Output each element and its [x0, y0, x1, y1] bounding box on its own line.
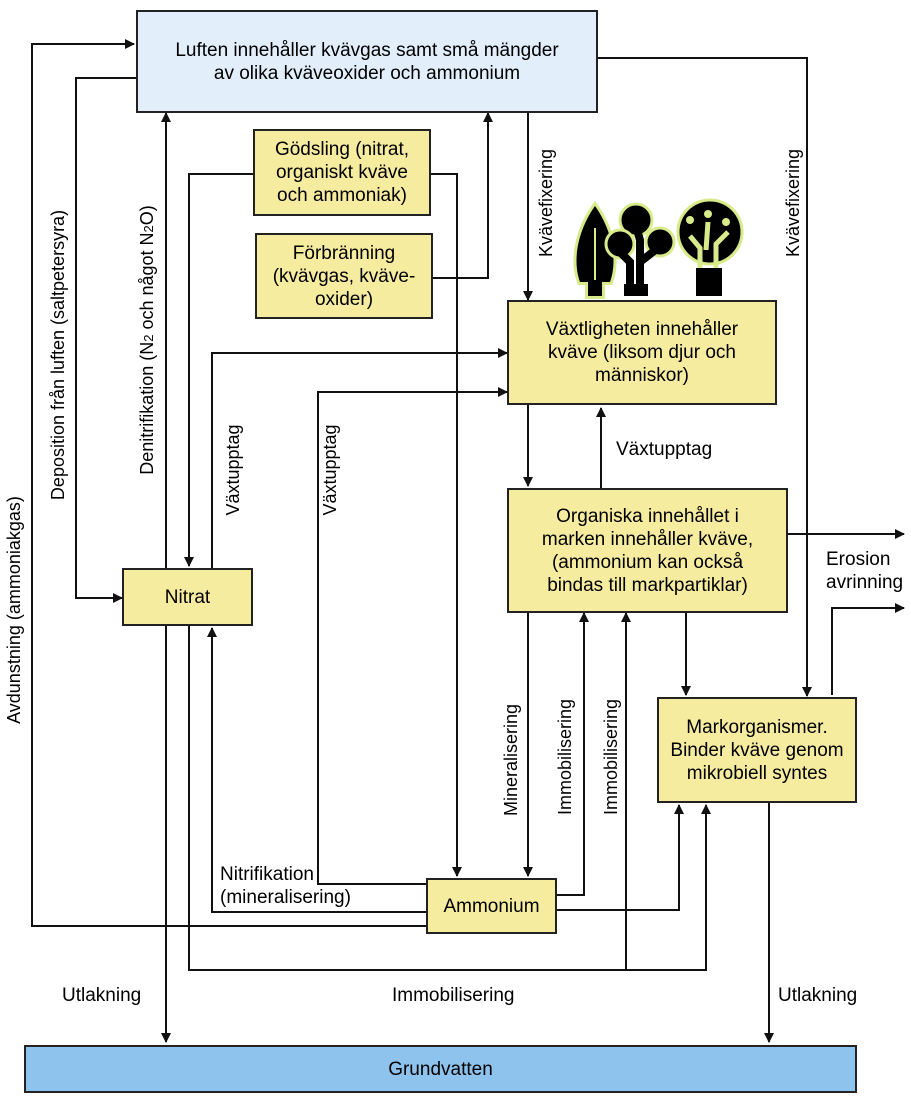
nitrate-uptake-arrow [212, 353, 507, 568]
nitrification-label: Nitrifikation (mineralisering) [220, 864, 351, 908]
combustion-to-air-arrow [433, 113, 488, 278]
vegetation-box-text: Växtligheten innehåller kväve (liksom djur och människor) [545, 319, 739, 386]
erosion-label: Erosion avrinning [826, 549, 904, 593]
groundwater-box [24, 1045, 857, 1093]
denitrification-text-3: O) [137, 205, 157, 226]
groundwater-box-text: Grundvatten [388, 1058, 493, 1080]
denitrification-label [137, 205, 159, 475]
nitrate-box [122, 568, 253, 626]
plant-uptake-label-2: Växtupptag [320, 424, 340, 516]
fertilizer-to-ammonium-arrow [431, 174, 457, 876]
fertilizer-to-nitrate-arrow [189, 174, 253, 566]
microorganisms-box [657, 697, 857, 803]
denitrification-text-1: Denitrifikation (N [137, 341, 157, 475]
immobilization-bottom-label: Immobilisering [392, 985, 515, 1006]
soil-organic-box-text: Organiska innehållet i marken innehåller kväve, (ammonium kan också bindas till markpartiklar) [541, 505, 754, 596]
tree-icon [678, 200, 742, 296]
immobilization-label-1: Immobilisering [555, 698, 575, 816]
air-box-text: Luften innehåller kvävgas samt små mängder av olika kväveoxider och ammonium [175, 39, 559, 84]
ammonium-box-text: Ammonium [443, 895, 540, 917]
deposition-arrow [76, 78, 136, 598]
denitrification-sub-1: 2 [141, 334, 156, 342]
trees-illustration [576, 200, 742, 296]
denitrification-text-2: och något N [137, 232, 157, 335]
fertilizer-box [253, 129, 431, 216]
fixation-label-1: Kvävefixering [536, 148, 556, 258]
denitrification-sub-2: 2 [141, 225, 156, 233]
leaching-right-label: Utlakning [778, 985, 858, 1006]
microorganisms-box-text: Markorganismer. Binder kväve genom mikrobiell syntes [670, 716, 844, 784]
fertilizer-box-text: Gödsling (nitrat, organiskt kväve och ammoniak) [274, 139, 410, 206]
tree-icon [606, 204, 674, 296]
fixation-label-2: Kvävefixering [783, 148, 803, 258]
ammonium-box [426, 878, 557, 934]
vegetation-box [507, 300, 777, 405]
plant-uptake-label-1: Växtupptag [223, 424, 243, 516]
leaching-left-label: Utlakning [62, 985, 142, 1006]
plant-uptake-label-3: Växtupptag [616, 439, 713, 460]
volatilization-label: Avdunstning (ammoniakgas) [4, 496, 24, 724]
combustion-box-text: Förbränning (kvävgas, kväve- oxider) [272, 242, 416, 310]
erosion-arrow-2 [832, 608, 904, 695]
combustion-box [255, 233, 433, 319]
air-box [136, 10, 598, 113]
nitrate-box-text: Nitrat [164, 586, 211, 608]
deposition-label: Deposition från luften (saltpetersyra) [48, 209, 68, 501]
ammonium-uptake-arrow [318, 392, 507, 884]
immobilization-label-2: Immobilisering [601, 698, 621, 816]
soil-organic-box [507, 488, 788, 613]
nitrate-to-microbes-arrow [626, 805, 706, 970]
mineralization-label: Mineralisering [501, 703, 521, 817]
